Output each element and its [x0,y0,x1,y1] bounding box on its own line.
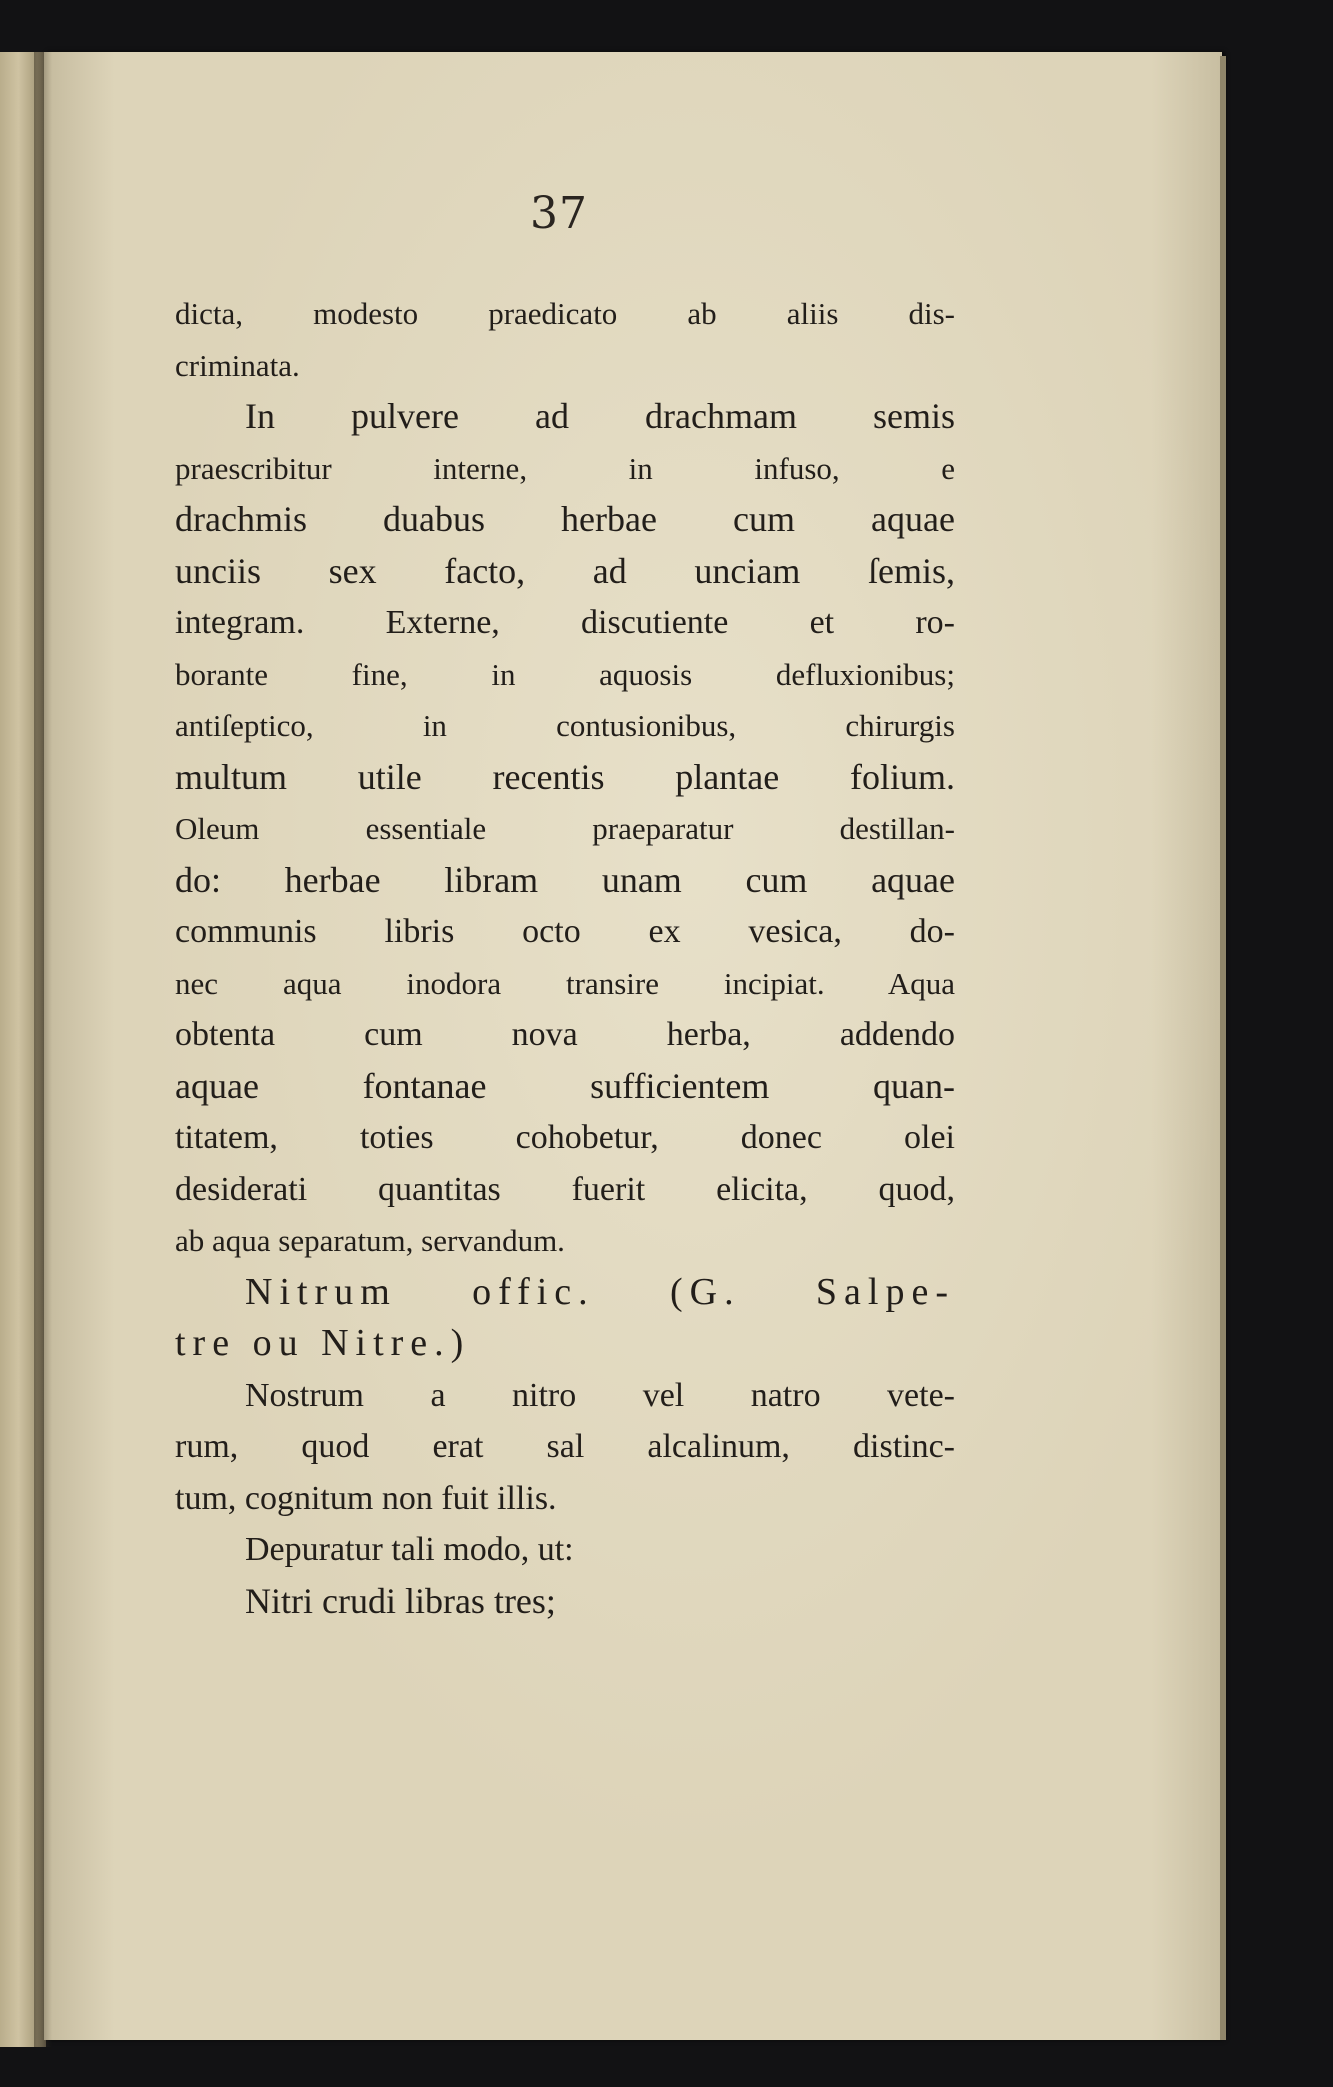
section-heading-line: tre ou Nitre.) [175,1322,471,1364]
text-line: Oleum essentiale praeparatur destillan- [175,811,955,846]
section-heading-line: Nitrum offic. (G. Salpe- [245,1270,955,1313]
text-line: borante fine, in aquosis defluxionibus; [175,656,955,692]
text-line: obtenta cum nova herba, addendo [175,1016,955,1053]
text-line: integram. Externe, discutiente et ro- [175,604,955,641]
page-right-edge [1220,56,1226,2040]
spine-shadow [34,52,52,2047]
paragraph-start-line: Nostrum a nitro vel natro vete- [245,1376,955,1414]
text-line: ab aqua separatum, servandum. [175,1223,565,1258]
text-line: dicta, modesto praedicato ab aliis dis- [175,296,955,331]
text-line: multum utile recentis plantae folium. [175,756,955,797]
paragraph-start-line: Nitri crudi libras tres; [245,1580,556,1621]
text-line: nec aqua inodora transire incipiat. Aqua [175,965,955,1001]
text-line: aquae fontanae sufficientem quan- [175,1065,955,1106]
paragraph-start-line: In pulvere ad drachmam semis [245,396,955,436]
text-line: desiderati quantitas fuerit elicita, quod, [175,1170,955,1208]
text-line: rum, quod erat sal alcalinum, distinc- [175,1428,955,1465]
text-line: praescribitur interne, in infuso, e [175,450,955,486]
text-line: tum, cognitum non fuit illis. [175,1479,557,1517]
text-line: unciis sex facto, ad unciam ſemis, [175,550,955,591]
body-text [175,288,955,1627]
paragraph-start-line: Depuratur tali modo, ut: [245,1531,574,1568]
text-line: drachmis duabus herbae cum aquae [175,499,955,539]
text-line: communis libris octo ex vesica, do- [175,913,955,950]
text-line: titatem, toties cohobetur, donec olei [175,1119,955,1156]
text-line: do: herbae libram unam cum aquae [175,859,955,900]
text-line: antiſeptico, in contusionibus, chirurgis [175,708,955,743]
text-line: criminata. [175,347,300,383]
page-number: 37 [530,188,588,239]
